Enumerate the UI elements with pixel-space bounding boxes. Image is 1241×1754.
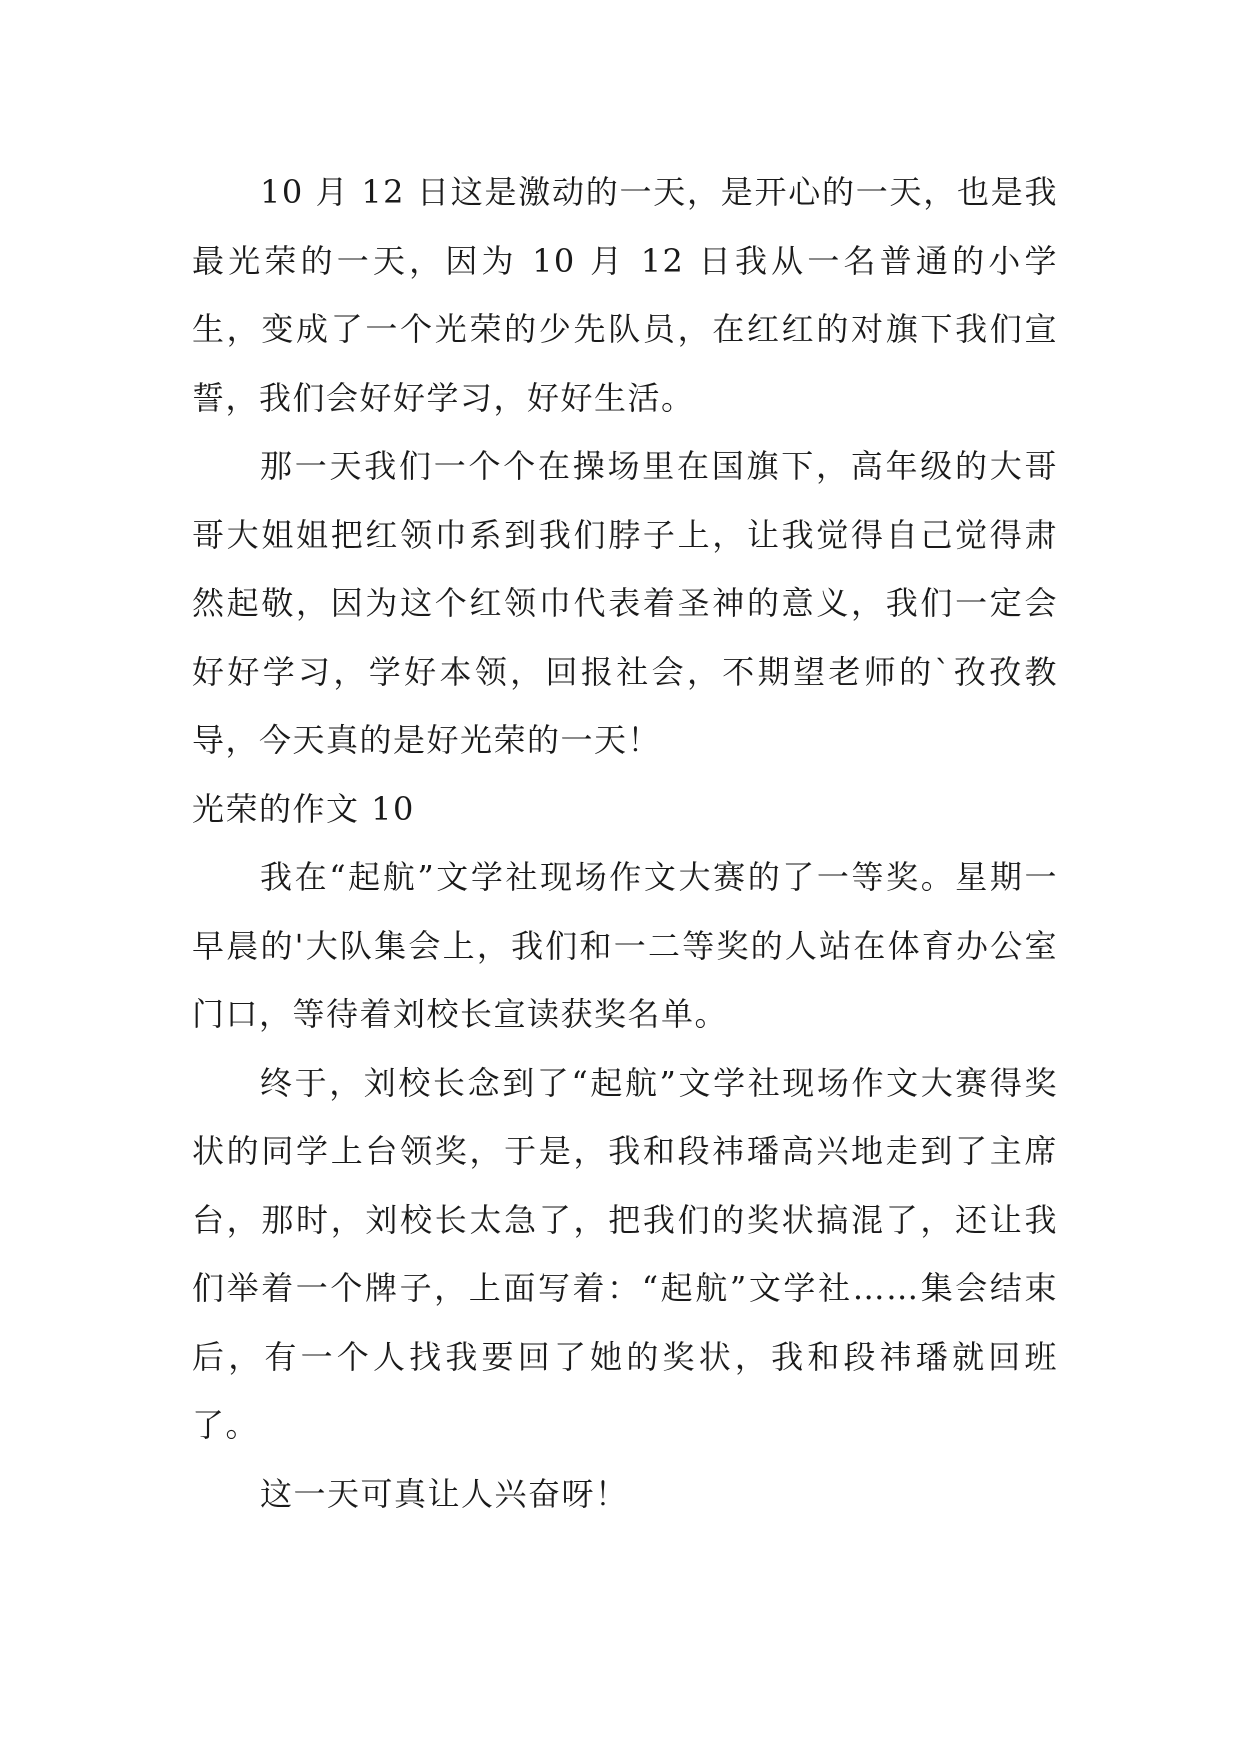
essay-body <box>192 158 1058 1528</box>
paragraph-3: 我在“起航”文学社现场作文大赛的了一等奖。星期一早晨的'大队集会上，我们和一二等奖的人站在体育办公室门口，等待着刘校长宣读获奖名单。 <box>192 858 1058 1033</box>
paragraph-1: 10 月 12 日这是激动的一天，是开心的一天，也是我最光荣的一天，因为 10 月 12 日我从一名普通的小学生，变成了一个光荣的少先队员，在红红的对旗下我们宣誓，我们会好好学习，好好生活。 <box>192 173 1058 417</box>
paragraph-2: 那一天我们一个个在操场里在国旗下，高年级的大哥哥大姐姐把红领巾系到我们脖子上，让我觉得自己觉得肃然起敬，因为这个红领巾代表着圣神的意义，我们一定会好好学习，学好本领，回报社会，不期望老师的`孜孜教导，今天真的是好光荣的一天！ <box>192 447 1058 759</box>
essay-heading: 光荣的作文 10 <box>192 789 415 828</box>
paragraph-5: 这一天可真让人兴奋呀！ <box>260 1474 629 1513</box>
paragraph-4: 终于，刘校长念到了“起航”文学社现场作文大赛得奖状的同学上台领奖，于是，我和段祎璠高兴地走到了主席台，那时，刘校长太急了，把我们的奖状搞混了，还让我们举着一个牌子，上面写着：“起航”文学社……集会结束后，有一个人找我要回了她的奖状，我和段祎璠就回班了。 <box>192 1063 1058 1444</box>
